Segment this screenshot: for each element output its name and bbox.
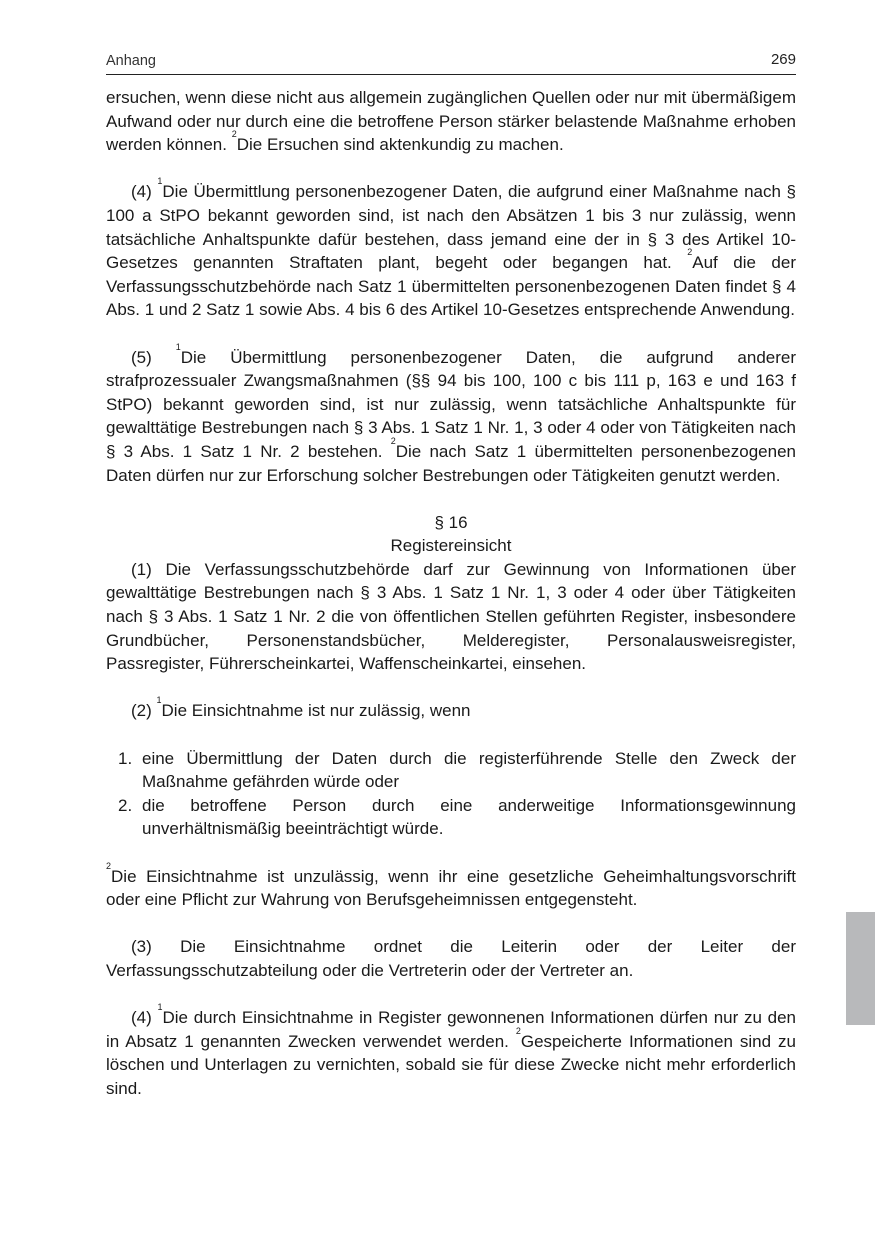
list-text: die betroffene Person durch eine anderweitige Informationsgewinnung unverhältnismäßig beeinträchtigt würde. — [142, 795, 796, 839]
sentence-number: 2 — [106, 860, 112, 871]
section-number: § 16 — [434, 512, 468, 532]
list-item — [106, 794, 796, 841]
text: Die Einsichtnahme ist nur zulässig, wenn — [161, 701, 471, 721]
section16-abs2-closing — [106, 860, 796, 912]
conditions-list — [106, 747, 796, 841]
paragraph-label: (2) — [131, 701, 157, 721]
sentence-number: 2 — [687, 247, 693, 258]
sentence-number: 2 — [231, 129, 237, 140]
sentence-number: 1 — [156, 695, 162, 706]
sentence-number: 1 — [157, 1002, 163, 1013]
sentence-number: 2 — [515, 1025, 521, 1036]
section-title: Registereinsicht — [390, 536, 512, 556]
page-number: 269 — [770, 51, 796, 68]
section16-abs4 — [106, 1002, 796, 1100]
page-header — [106, 50, 796, 75]
section16-abs3: (3) Die Einsichtnahme ordnet die Leiterin oder der Leiter der Verfassungsschutzabteilung oder die Vertreterin oder der Vertreter an. — [106, 937, 796, 980]
text: Auf die der Verfassungsschutzbehörde nach Satz 1 übermittelten personenbezogenen Daten findet § 4 Abs. 1 und 2 Satz 1 sowie Abs. 4 bis 6 des Artikel 10-Gesetzes entsprechende Anwendung. — [106, 253, 796, 320]
paragraph-4 — [106, 176, 796, 322]
list-item — [106, 747, 796, 794]
list-number: 1. — [118, 748, 133, 768]
sentence-number: 1 — [175, 341, 181, 352]
list-number: 2. — [118, 795, 133, 815]
text: Die Ersuchen sind aktenkundig zu machen. — [236, 135, 564, 155]
paragraph-5 — [106, 341, 797, 488]
paragraph-label: (4) — [131, 182, 158, 202]
text: Die durch Einsichtnahme in Register gewonnenen Informationen dürfen nur zu den in Absatz 1 genannten Zwecken verwendet werden. — [106, 1008, 796, 1051]
text: Die Einsichtnahme ist unzulässig, wenn ihr eine gesetzliche Geheimhaltungsvorschrift oder eine Pflicht zur Wahrung von Berufsgeheimnissen entgegensteht. — [106, 866, 796, 910]
text: Die Übermittlung personenbezogener Daten, die aufgrund anderer strafprozessualer Zwangsmaßnahmen (§§ 94 bis 100, 100 c bis 111 p, 163 e und 163 f StPO) bekannt geworden sind, ist nur zulässig, wenn tatsächliche Anhaltspunkte für gewalttätige Bestrebungen nach § 3 Abs. 1 Satz 1 Nr. 1, 3 oder 4 oder von Tätigkeiten nach § 3 Abs. 1 Satz 1 Nr. 2 bestehen. — [106, 347, 797, 461]
paragraph-label: (5) — [131, 347, 176, 367]
section16-abs1: (1) Die Verfassungsschutzbehörde darf zur Gewinnung von Informationen über gewalttätige Bestrebungen nach § 3 Abs. 1 Satz 1 Nr. 1, 3 oder 4 oder über Tätigkeiten nach § 3 Abs. 1 Satz 1 Nr. 2 die von öffentlichen Stellen geführten Register, insbesondere Grundbücher, Personenstandsbücher, Melderegister, Personalausweisregister, Passregister, Führerscheinkartei, Waffenscheinkartei, einsehen. — [106, 559, 796, 674]
text: Die Übermittlung personenbezogener Daten, die aufgrund einer Maßnahme nach § 100 a StPO bekannt geworden sind, ist nach den Absätzen 1 bis 3 nur zulässig, wenn tatsächliche Anhaltspunkte dafür bestehen, dass jemand eine der in § 3 des Artikel 10-Gesetzes genannten Straftaten plant, begeht oder begangen hat. — [106, 182, 796, 273]
sentence-number: 2 — [390, 435, 396, 446]
paragraph-continued — [106, 86, 796, 157]
page-body — [106, 86, 796, 1101]
running-title: Anhang — [106, 53, 156, 69]
paragraph-label: (4) — [131, 1008, 158, 1028]
thumb-index-tab — [846, 912, 875, 1025]
sentence-number: 1 — [157, 176, 163, 187]
text: ersuchen, wenn diese nicht aus allgemein zugänglichen Quellen oder nur mit übermäßigem Aufwand oder nur durch eine die betroffene Person stärker belastende Maßnahme erhoben werden können. — [106, 88, 796, 155]
text: Die nach Satz 1 übermittelten personenbezogenen Daten dürfen nur zur Erforschung solcher Bestrebungen oder Tätigkeiten genutzt werden. — [106, 441, 796, 485]
text: Gespeicherte Informationen sind zu löschen und Unterlagen zu vernichten, sobald sie für diese Zwecke nicht mehr erforderlich sind. — [106, 1031, 796, 1098]
section16-abs2-intro — [106, 695, 796, 723]
list-text: eine Übermittlung der Daten durch die registerführende Stelle den Zweck der Maßnahme gefährden würde oder — [142, 748, 796, 792]
